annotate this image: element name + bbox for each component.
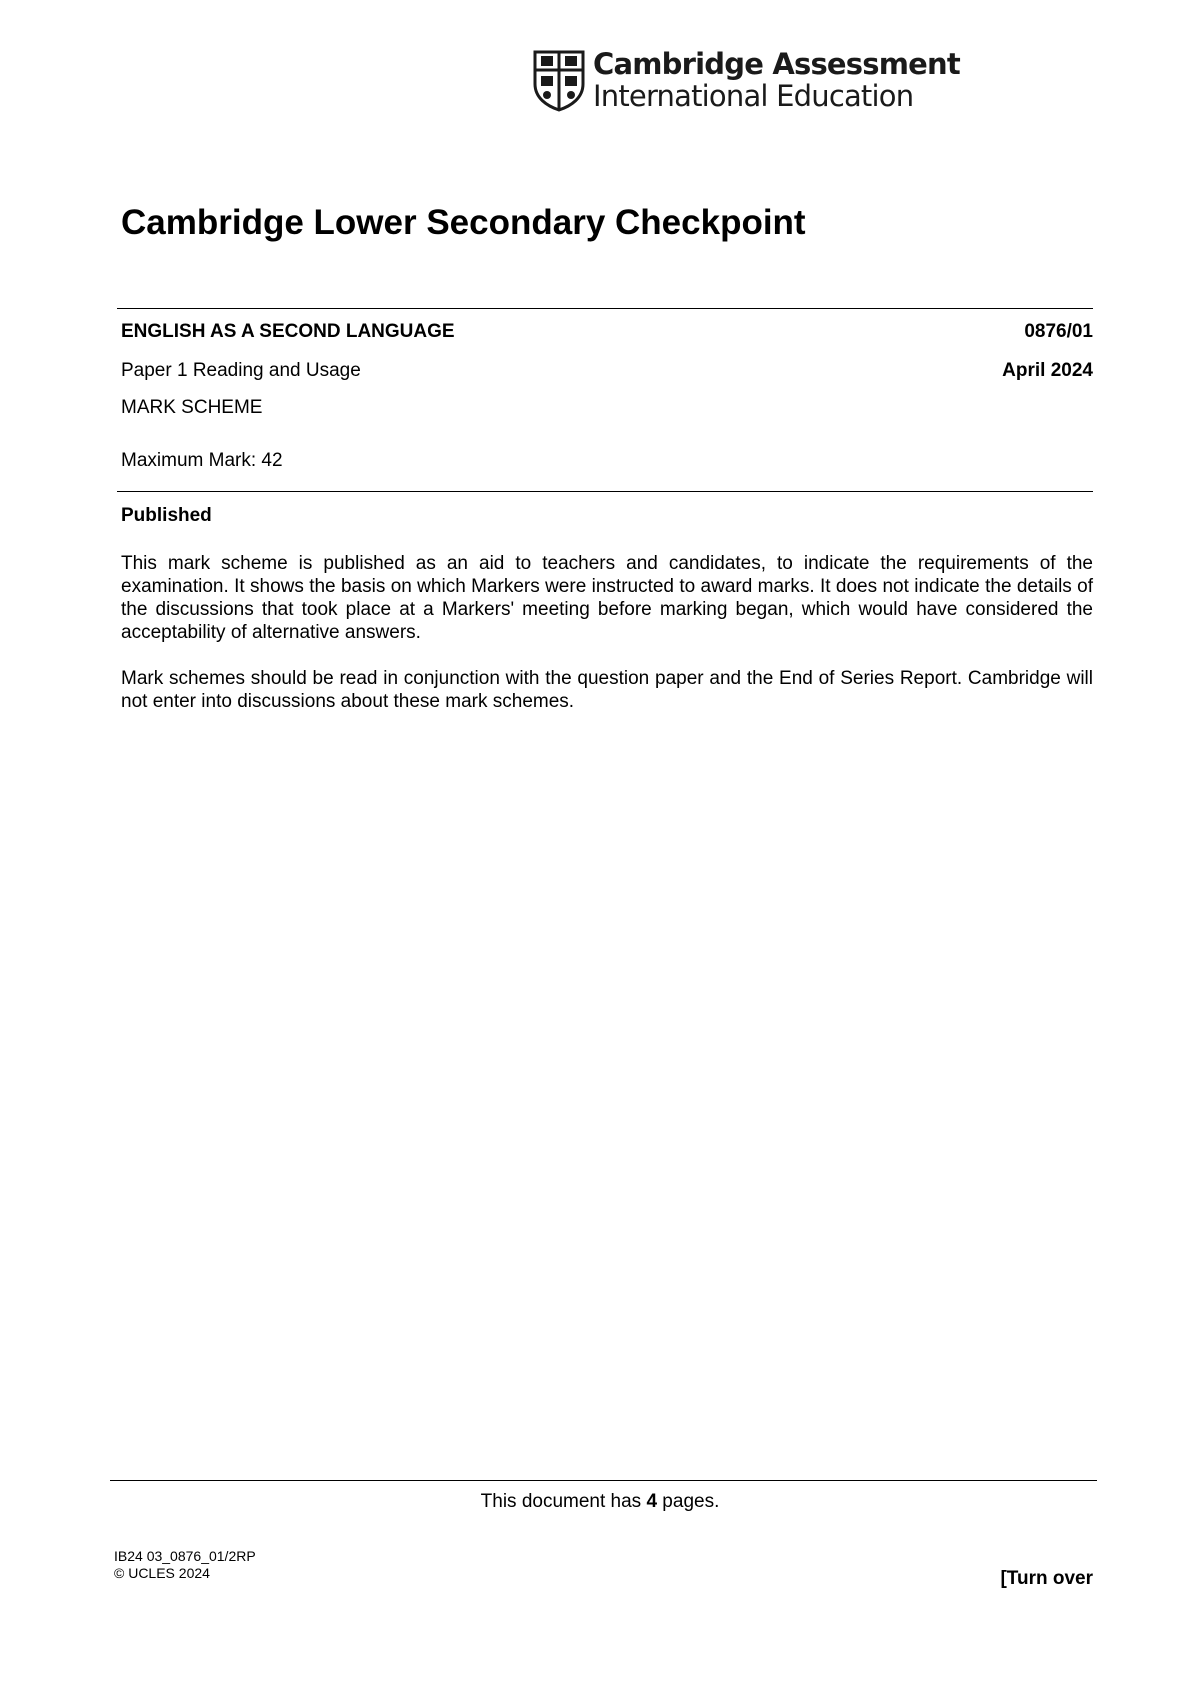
logo-line-1: Cambridge Assessment — [593, 47, 960, 81]
paragraph-conjunction: Mark schemes should be read in conjunction with the question paper and the End of Series Report. Cambridge will not enter into discussions about these mark schemes. — [121, 668, 1093, 712]
page-count-number: 4 — [646, 1491, 658, 1512]
exam-date: April 2024 — [1002, 360, 1093, 381]
copyright-notice: © UCLES 2024 — [114, 1565, 210, 1581]
reference-code: IB24 03_0876_01/2RP — [114, 1548, 256, 1564]
page-count-note — [0, 1491, 1200, 1513]
paper-name: Paper 1 Reading and Usage — [121, 360, 361, 381]
syllabus-code: 0876/01 — [1024, 321, 1093, 342]
subject-name: ENGLISH AS A SECOND LANGUAGE — [121, 321, 455, 342]
document-title: Cambridge Lower Secondary Checkpoint — [121, 203, 806, 242]
document-reference — [114, 1548, 256, 1582]
middle-rule — [117, 491, 1093, 492]
logo-line-2: International Education — [593, 79, 914, 113]
maximum-mark: Maximum Mark: 42 — [121, 450, 283, 471]
top-rule — [117, 308, 1093, 309]
cambridge-logo — [533, 47, 960, 114]
cambridge-crest-icon — [533, 50, 585, 112]
page-count-suffix: pages. — [657, 1491, 720, 1512]
published-heading: Published — [121, 505, 212, 526]
turn-over-note: [Turn over — [1000, 1568, 1093, 1589]
paragraph-purpose: This mark scheme is published as an aid to teachers and candidates, to indicate the requirements of the examination. It shows the basis on which Markers were instructed to award marks. It does not indicate the details of the discussions that took place at a Markers' meeting before marking began, which would have considered the acceptability of alternative answers. — [121, 553, 1093, 643]
page-count-prefix: This document has — [480, 1491, 647, 1512]
document-type: MARK SCHEME — [121, 397, 263, 418]
logo-wordmark — [593, 48, 960, 112]
footer-rule — [110, 1480, 1097, 1481]
